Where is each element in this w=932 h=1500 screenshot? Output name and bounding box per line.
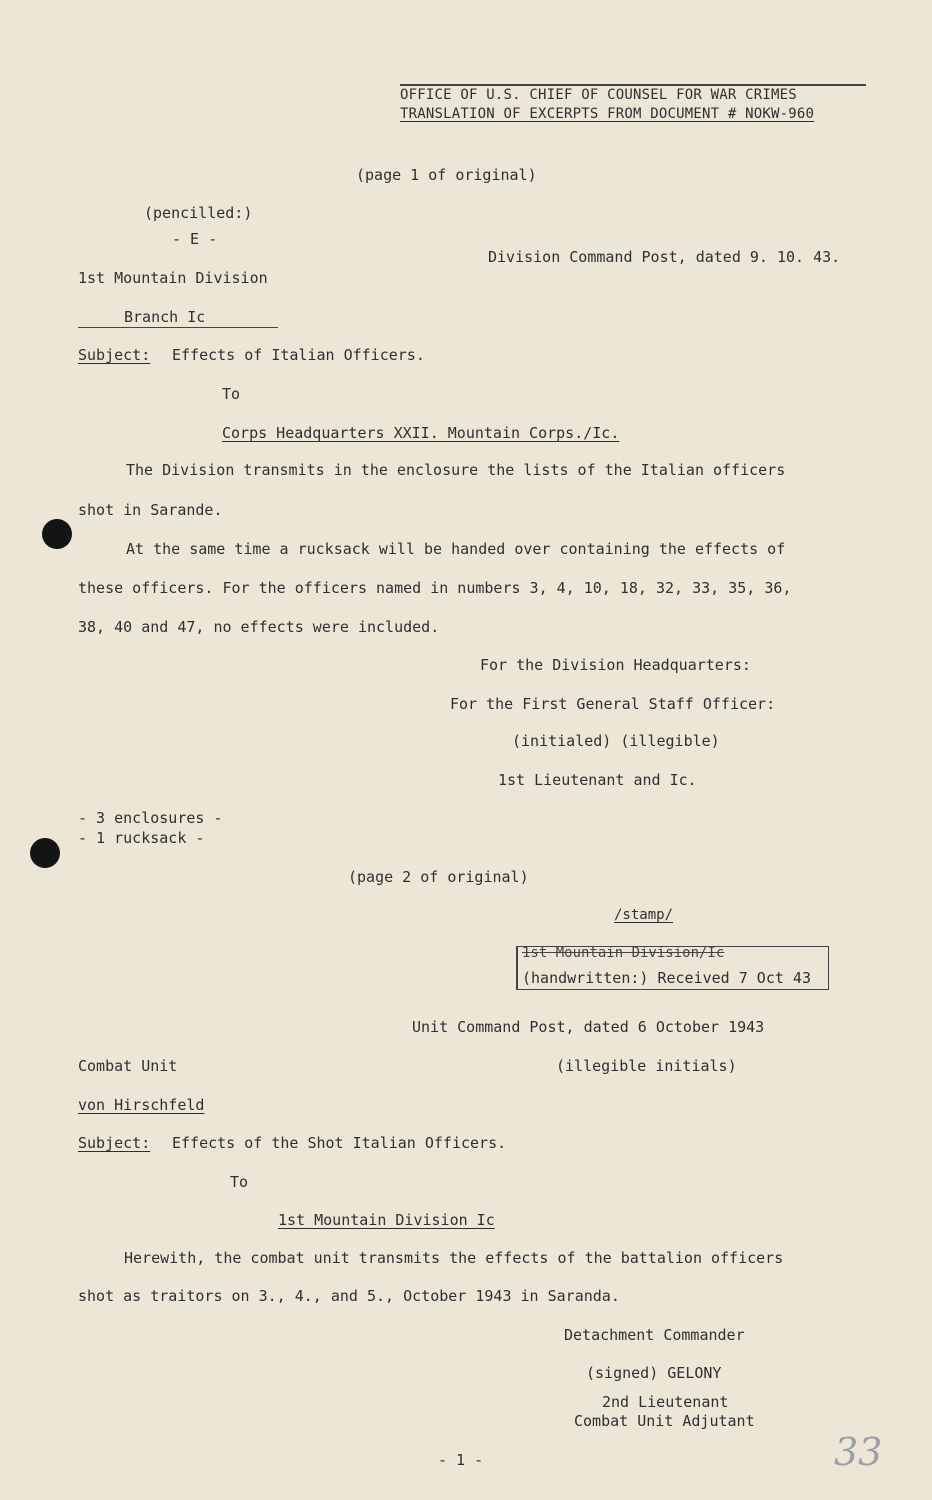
- page1-sender-branch: Branch Ic: [124, 308, 206, 326]
- page1-marker: (page 1 of original): [356, 166, 537, 184]
- document-header: [400, 84, 866, 124]
- stamp-unit-line: 1st Mountain Division/Ic: [522, 945, 725, 961]
- page1-sig-initials: (initialed) (illegible): [512, 732, 720, 750]
- page1-dateline: Division Command Post, dated 9. 10. 43.: [488, 248, 841, 266]
- page1-subject-text: Effects of Italian Officers.: [172, 346, 425, 364]
- received-stamp: [516, 946, 829, 990]
- page2-to-label: To: [230, 1173, 249, 1191]
- page2-sig-signed: (signed) GELONY: [586, 1364, 722, 1382]
- page1-sender-unit: 1st Mountain Division: [78, 269, 268, 287]
- page2-para1-line2: shot as traitors on 3., 4., and 5., October 1943 in Saranda.: [78, 1287, 620, 1305]
- page1-subject-label: Subject:: [78, 346, 151, 364]
- page1-enclosures: - 3 enclosures -: [78, 809, 223, 827]
- page1-sig-staff: For the First General Staff Officer:: [450, 695, 776, 713]
- page1-recipient: Corps Headquarters XXII. Mountain Corps./Ic.: [222, 424, 620, 442]
- handwritten-page-number: 33: [834, 1430, 883, 1474]
- page1-rucksack: - 1 rucksack -: [78, 829, 205, 847]
- page2-sig-position: Combat Unit Adjutant: [574, 1412, 755, 1430]
- page2-recipient: 1st Mountain Division Ic: [278, 1211, 495, 1229]
- page2-sig-rank: 2nd Lieutenant: [602, 1393, 729, 1411]
- page2-sig-title: Detachment Commander: [564, 1326, 745, 1344]
- page-number: - 1 -: [438, 1451, 484, 1469]
- page2-subject-label: Subject:: [78, 1134, 151, 1152]
- header-office-line: OFFICE OF U.S. CHIEF OF COUNSEL FOR WAR CRIMES: [400, 87, 797, 103]
- page2-marker: (page 2 of original): [348, 868, 529, 886]
- page1-to-label: To: [222, 385, 241, 403]
- page1-para1-line2: shot in Sarande.: [78, 501, 223, 519]
- page1-para1-line1: The Division transmits in the enclosure the lists of the Italian officers: [126, 461, 786, 479]
- stamp-received-line: (handwritten:) Received 7 Oct 43: [522, 969, 811, 987]
- page2-subject-text: Effects of the Shot Italian Officers.: [172, 1134, 507, 1152]
- page2-sender-name: von Hirschfeld: [78, 1096, 205, 1114]
- page1-para2-line3: 38, 40 and 47, no effects were included.: [78, 618, 440, 636]
- header-translation-line: TRANSLATION OF EXCERPTS FROM DOCUMENT # NOKW-960: [400, 106, 815, 122]
- page1-sig-hq: For the Division Headquarters:: [480, 656, 751, 674]
- pencilled-mark: - E -: [172, 230, 218, 248]
- branch-rule: [78, 327, 278, 328]
- page2-sender-unit: Combat Unit: [78, 1057, 178, 1075]
- stamp-label: /stamp/: [614, 907, 674, 923]
- punch-hole-top: [42, 519, 72, 549]
- page2-para1-line1: Herewith, the combat unit transmits the effects of the battalion officers: [124, 1249, 784, 1267]
- page2-initials: (illegible initials): [556, 1057, 737, 1075]
- pencilled-note: (pencilled:): [144, 204, 253, 222]
- page1-para2-line1: At the same time a rucksack will be handed over containing the effects of: [126, 540, 786, 558]
- page2-dateline: Unit Command Post, dated 6 October 1943: [412, 1018, 765, 1036]
- page1-sig-rank: 1st Lieutenant and Ic.: [498, 771, 697, 789]
- punch-hole-bottom: [30, 838, 60, 868]
- page1-para2-line2: these officers. For the officers named in numbers 3, 4, 10, 18, 32, 33, 35, 36,: [78, 579, 792, 597]
